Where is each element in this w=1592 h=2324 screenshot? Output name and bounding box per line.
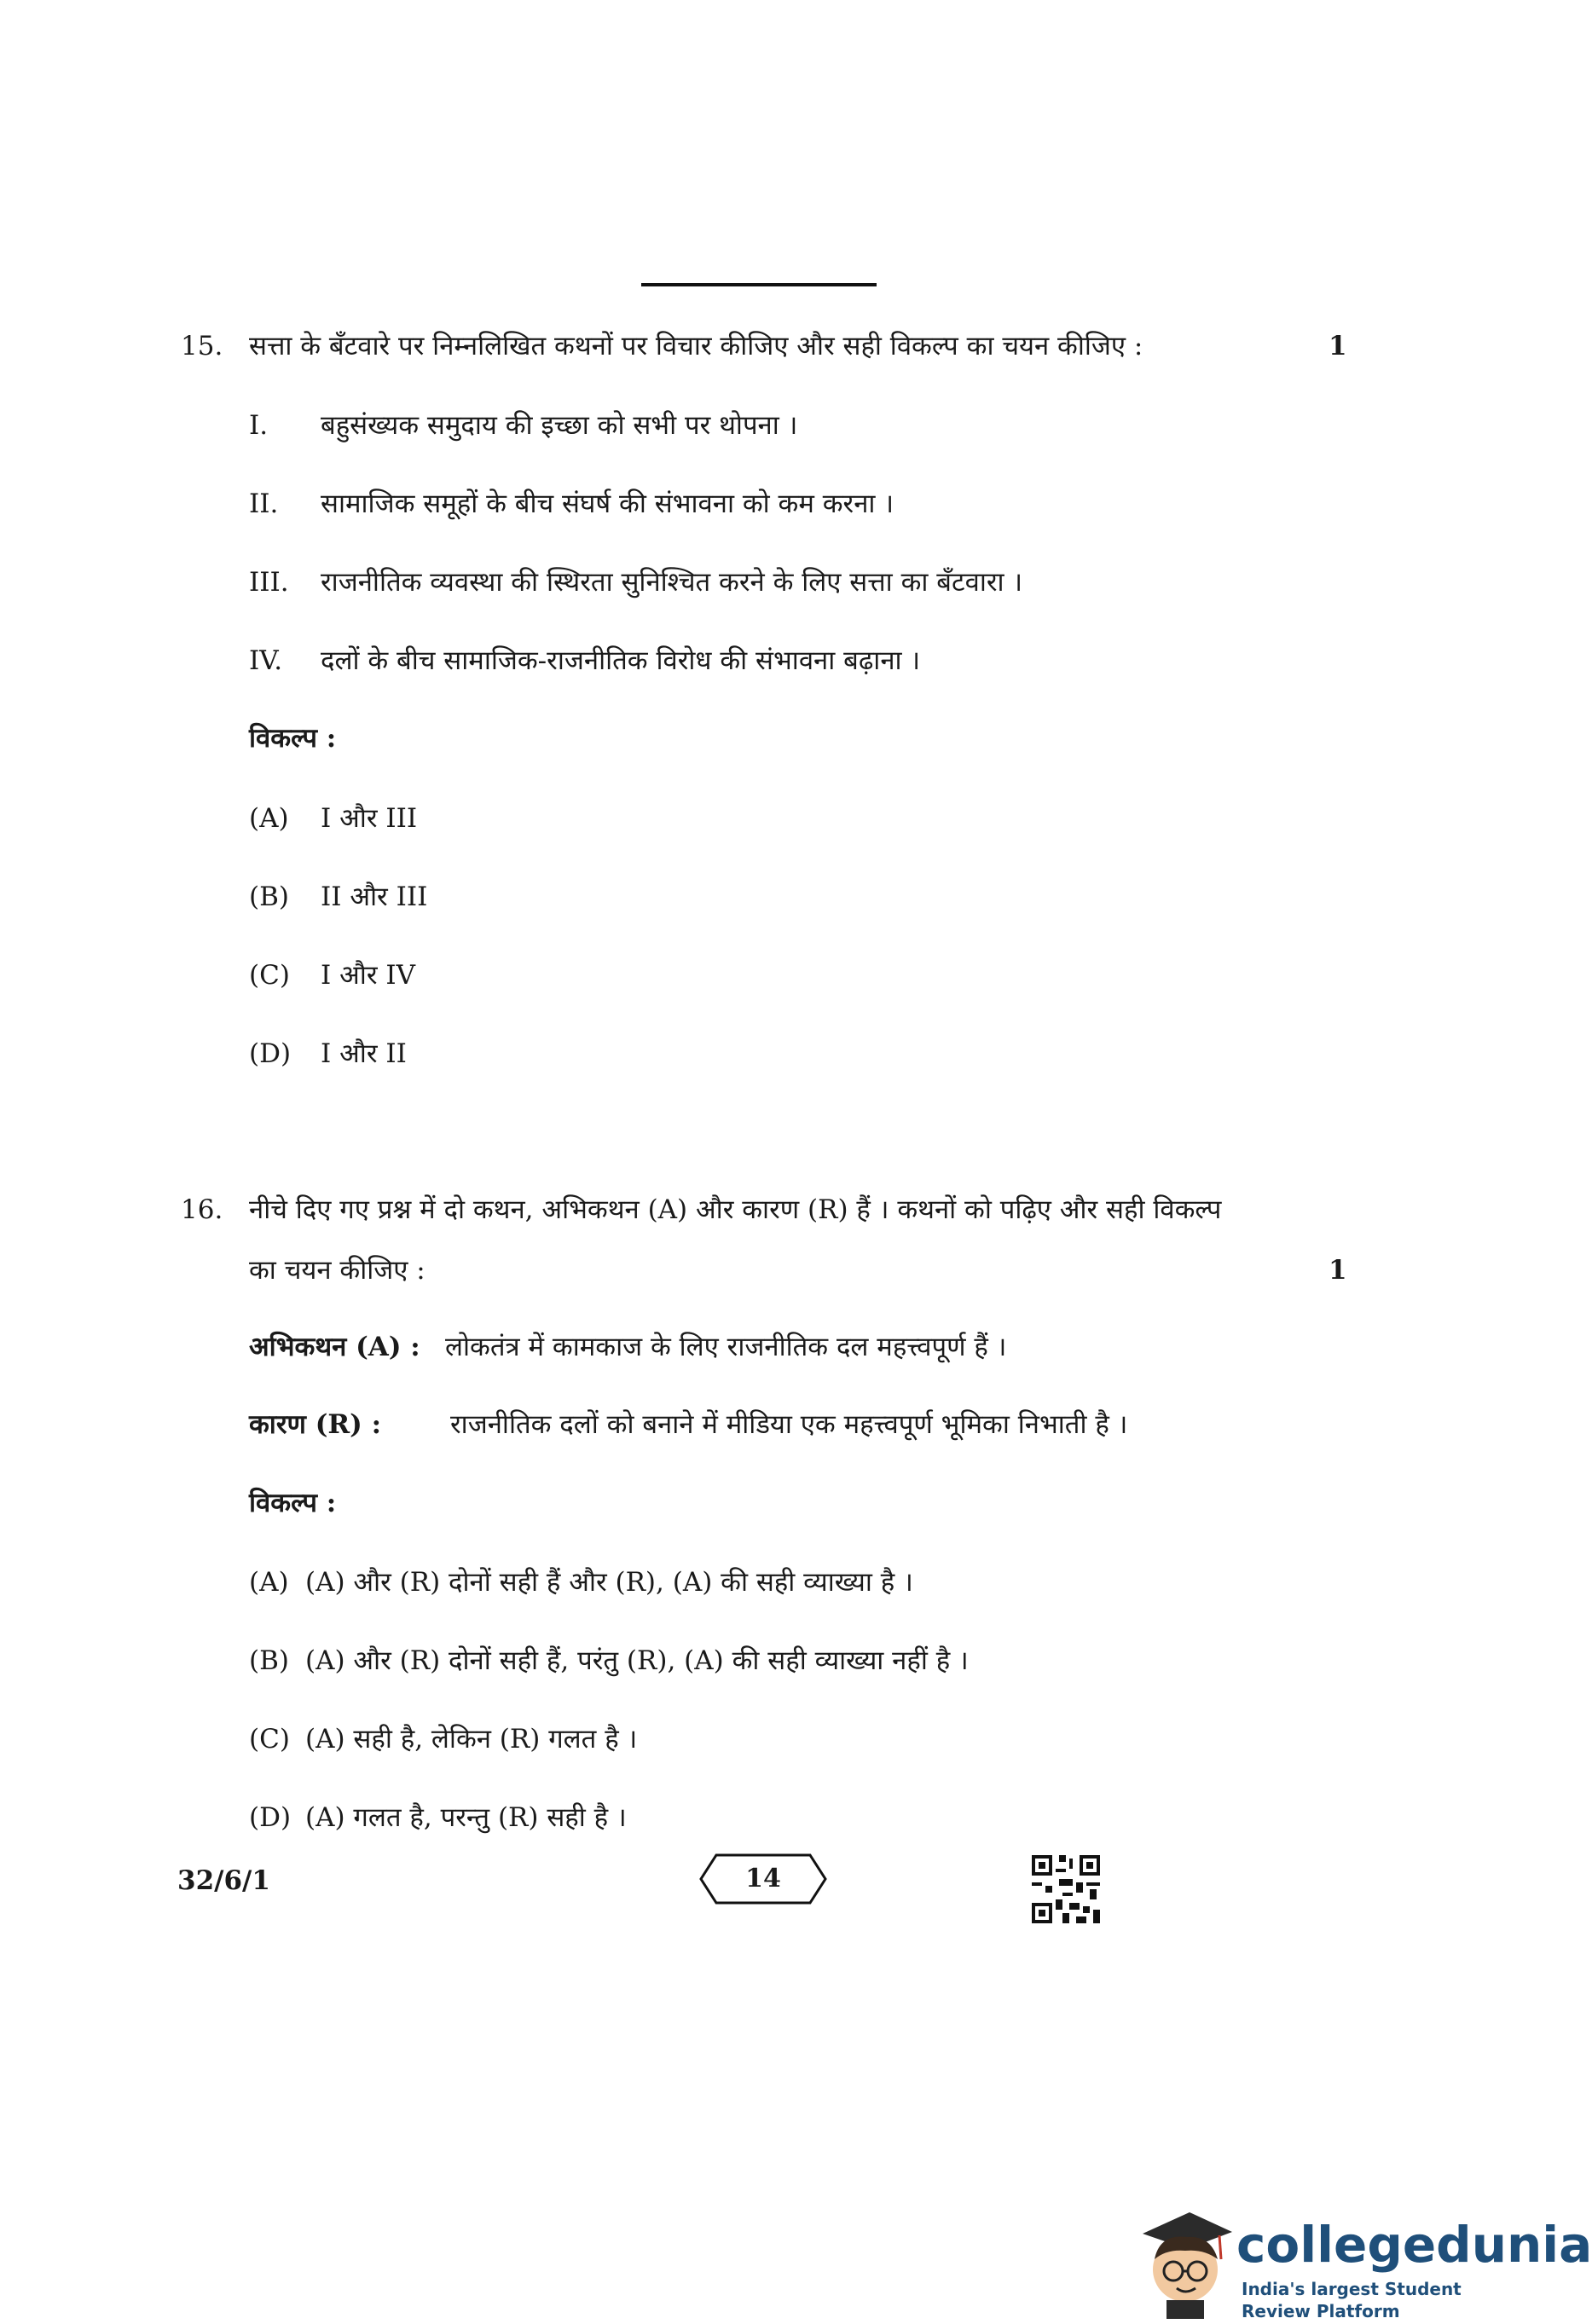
q15-marks: 1 bbox=[1329, 331, 1347, 361]
q15-option-label: (C) bbox=[249, 960, 290, 991]
qr-code-icon bbox=[1032, 1855, 1100, 1923]
q16-number: 16. bbox=[181, 1194, 223, 1225]
q16-option-label: (D) bbox=[249, 1802, 292, 1833]
q16-option-text: (A) सही है, लेकिन (R) गलत है । bbox=[305, 1724, 638, 1755]
q16-option-label: (B) bbox=[249, 1645, 289, 1676]
q15-option-text: II और III bbox=[321, 882, 428, 912]
q15-statement-num: I. bbox=[249, 410, 269, 441]
reason-text: राजनीतिक दलों को बनाने में मीडिया एक महत्त्वपूर्ण भूमिका निभाती है । bbox=[450, 1409, 1128, 1440]
q15-statement-text: बहुसंख्यक समुदाय की इच्छा को सभी पर थोपना । bbox=[321, 410, 798, 441]
q15-statement-num: IV. bbox=[249, 645, 283, 676]
q15-question-text: सत्ता के बँटवारे पर निम्नलिखित कथनों पर विचार कीजिए और सही विकल्प का चयन कीजिए : bbox=[249, 331, 1143, 361]
q15-number: 15. bbox=[181, 331, 223, 361]
q15-option-label: (D) bbox=[249, 1038, 292, 1069]
q15-option-text: I और II bbox=[321, 1038, 407, 1069]
q16-options-heading: विकल्प : bbox=[249, 1488, 337, 1518]
q15-statement-text: सामाजिक समूहों के बीच संघर्ष की संभावना को कम करना । bbox=[321, 489, 894, 519]
student-mascot-icon bbox=[1126, 2200, 1236, 2319]
q15-options-heading: विकल्प : bbox=[249, 723, 337, 754]
collegedunia-logo bbox=[1126, 2200, 1592, 2321]
paper-code: 32/6/1 bbox=[177, 1865, 270, 1896]
q16-option-label: (C) bbox=[249, 1724, 290, 1755]
q15-statement-num: II. bbox=[249, 489, 279, 519]
q16-marks: 1 bbox=[1329, 1255, 1347, 1286]
top-divider bbox=[641, 283, 877, 286]
q16-option-text: (A) और (R) दोनों सही हैं और (R), (A) की सही व्याख्या है । bbox=[305, 1567, 913, 1598]
brand-name: collegedunia bbox=[1236, 2216, 1592, 2274]
q16-question-text: नीचे दिए गए प्रश्न में दो कथन, अभिकथन (A) और कारण (R) हैं । कथनों को पढ़िए और सही विकल्प bbox=[249, 1194, 1222, 1225]
q15-statement-num: III. bbox=[249, 567, 289, 598]
page-number-box bbox=[699, 1853, 827, 1905]
q15-option-text: I और IV bbox=[321, 960, 415, 991]
q15-statement-text: दलों के बीच सामाजिक-राजनीतिक विरोध की संभावना बढ़ाना । bbox=[321, 645, 921, 676]
q16-option-text: (A) गलत है, परन्तु (R) सही है । bbox=[305, 1802, 627, 1833]
assertion-text: लोकतंत्र में कामकाज के लिए राजनीतिक दल महत्त्वपूर्ण हैं । bbox=[445, 1332, 1007, 1362]
reason-label: कारण (R) : bbox=[249, 1409, 382, 1440]
page-number: 14 bbox=[745, 1864, 781, 1893]
q15-statement-text: राजनीतिक व्यवस्था की स्थिरता सुनिश्चित करने के लिए सत्ता का बँटवारा । bbox=[321, 567, 1023, 598]
q16-option-label: (A) bbox=[249, 1567, 289, 1598]
q15-option-label: (A) bbox=[249, 803, 289, 834]
assertion-label: अभिकथन (A) : bbox=[249, 1332, 420, 1362]
q15-option-label: (B) bbox=[249, 882, 289, 912]
q16-question-text-cont: का चयन कीजिए : bbox=[249, 1255, 425, 1286]
brand-tagline: India's largest Student Review Platform bbox=[1242, 2279, 1462, 2321]
q15-option-text: I और III bbox=[321, 803, 418, 834]
q16-option-text: (A) और (R) दोनों सही हैं, परंतु (R), (A) की सही व्याख्या नहीं है । bbox=[305, 1645, 969, 1676]
